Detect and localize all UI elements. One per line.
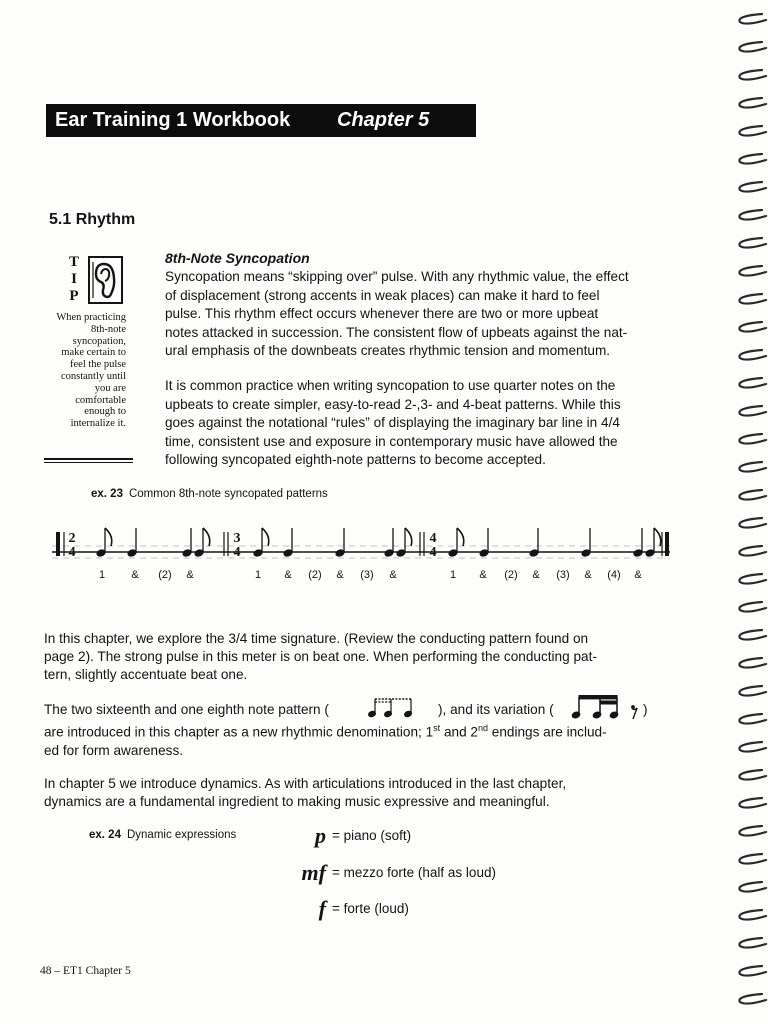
count-label: (3) bbox=[556, 569, 570, 581]
count-label: 1 bbox=[254, 569, 262, 581]
tip-letter: I bbox=[71, 271, 77, 287]
count-label: & bbox=[532, 569, 540, 581]
text-line: time, consistent use and exposure in contemporary music have allowed the bbox=[165, 433, 618, 449]
text-line: In chapter 5 we introduce dynamics. As with articulations introduced in the last chapter, bbox=[44, 776, 567, 791]
example-caption: Dynamic expressions bbox=[126, 829, 237, 841]
spiral-binding bbox=[728, 0, 768, 1024]
count-label: & bbox=[389, 569, 397, 581]
text-line: Syncopation means “skipping over” pulse. With any rhythmic value, the effect bbox=[165, 269, 629, 284]
tip-letter: P bbox=[69, 288, 79, 304]
count-label: & bbox=[634, 569, 642, 581]
book-title: Ear Training 1 Workbook bbox=[55, 109, 291, 131]
tip-letter: T bbox=[68, 254, 79, 270]
text-line: The two sixteenth and one eighth note pattern ( bbox=[44, 702, 329, 717]
count-label: & bbox=[284, 569, 292, 581]
dynamic-symbol-piano: p bbox=[315, 823, 326, 848]
sixteenth-line-1-end bbox=[643, 701, 648, 720]
sixteenth-line-1 bbox=[44, 701, 329, 720]
dynamic-symbol-mezzo-forte: mf bbox=[301, 860, 326, 885]
section-title: 5.1 Rhythm bbox=[49, 211, 136, 228]
text-line: ), and its variation ( bbox=[438, 702, 554, 717]
tip-label bbox=[63, 254, 85, 305]
text-line: goes against the notational “rules” of displaying the imaginary bar line in 4/4 bbox=[165, 415, 620, 431]
text-line: ed for form awareness. bbox=[44, 743, 184, 759]
tip-line: 8th-note bbox=[91, 323, 126, 335]
count-label: (2) bbox=[308, 569, 322, 581]
sixteenth-line-2 bbox=[44, 719, 607, 761]
text-line: page 2). The strong pulse in this meter is on beat one. When performing the conducting pat- bbox=[44, 648, 597, 664]
tip-line: you are bbox=[94, 382, 126, 394]
count-label: & bbox=[186, 569, 194, 581]
text-line: dynamics are a fundamental ingredient to making music expressive and meaningful. bbox=[44, 794, 550, 809]
ordinal-suffix: nd bbox=[477, 723, 488, 733]
text-run: are introduced in this chapter as a new rhythmic denomination; 1 bbox=[44, 724, 434, 740]
dynamic-definition: = mezzo forte (half as loud) bbox=[332, 865, 496, 880]
text-line: following syncopated eighth-note patterns to become accepted. bbox=[165, 452, 546, 468]
dynamics-paragraph bbox=[44, 775, 566, 811]
text-line: of displacement (strong accents in weak places) can make it hard to feel bbox=[165, 287, 600, 303]
time-signature-bottom: 4 bbox=[68, 545, 76, 560]
time-signature-bottom: 4 bbox=[233, 545, 241, 560]
time-signature-bottom: 4 bbox=[429, 545, 437, 560]
text-line: tern, slightly accentuate beat one. bbox=[44, 666, 248, 682]
example-caption: Common 8th-note syncopated patterns bbox=[128, 488, 328, 500]
example-number: ex. 24 bbox=[89, 829, 121, 841]
count-label: & bbox=[584, 569, 592, 581]
tip-line: internalize it. bbox=[70, 418, 126, 430]
ordinal-suffix: st bbox=[433, 723, 441, 733]
subhead: 8th-Note Syncopation bbox=[165, 250, 310, 266]
chapter-paragraph bbox=[44, 630, 597, 683]
tip-line: comfortable bbox=[75, 394, 126, 406]
time-signature-top: 3 bbox=[233, 531, 241, 546]
page-footer: 48 – ET1 Chapter 5 bbox=[40, 965, 131, 977]
tip-divider bbox=[44, 458, 133, 460]
chapter-title: Chapter 5 bbox=[337, 109, 430, 131]
sixteenth-eighth-pattern-icon bbox=[358, 696, 424, 718]
count-label: (2) bbox=[504, 569, 518, 581]
tip-divider bbox=[44, 462, 133, 463]
eighth-sixteenth-variation-icon bbox=[570, 694, 642, 720]
notes-pattern-4-4 bbox=[448, 528, 661, 557]
text-line: ) bbox=[643, 702, 648, 717]
tip-text bbox=[44, 312, 126, 430]
text-run: and 2 bbox=[440, 724, 478, 740]
notes-pattern-2-4 bbox=[96, 528, 210, 557]
count-label: 1 bbox=[449, 569, 457, 581]
tip-line: enough to bbox=[84, 406, 126, 418]
ear-icon bbox=[88, 256, 123, 304]
sixteenth-line-1-mid bbox=[438, 701, 554, 720]
text-line bbox=[44, 719, 607, 742]
text-line: pulse. This rhythm effect occurs whenever there are two or more upbeat bbox=[165, 306, 599, 322]
header-bar bbox=[46, 104, 476, 137]
notes-pattern-3-4 bbox=[253, 528, 412, 557]
count-label: (4) bbox=[607, 569, 621, 581]
count-label: & bbox=[131, 569, 139, 581]
count-label: (3) bbox=[360, 569, 374, 581]
tip-line: feel the pulse bbox=[70, 359, 126, 371]
text-line: It is common practice when writing syncopation to use quarter notes on the bbox=[165, 378, 616, 393]
example-24-label bbox=[89, 829, 236, 841]
dynamic-definition: = piano (soft) bbox=[332, 828, 412, 843]
count-label: (2) bbox=[158, 569, 172, 581]
text-line: upbeats to create simpler, easy-to-read 2-,3- and 4-beat patterns. While this bbox=[165, 396, 621, 412]
count-label: & bbox=[336, 569, 344, 581]
count-label: 1 bbox=[98, 569, 106, 581]
count-label: & bbox=[479, 569, 487, 581]
tip-line: When practicing bbox=[56, 312, 126, 323]
example-23-label bbox=[91, 488, 328, 500]
tip-line: syncopation, bbox=[72, 335, 126, 347]
text-run: endings are includ- bbox=[487, 724, 607, 740]
text-line: notes attacked in succession. The consistent flow of upbeats against the nat- bbox=[165, 324, 628, 340]
text-line: ural emphasis of the downbeats creates rhythmic tension and momentum. bbox=[165, 343, 611, 359]
tip-line: make certain to bbox=[61, 347, 126, 359]
intro-paragraph bbox=[165, 268, 629, 361]
dynamic-definition: = forte (loud) bbox=[332, 901, 409, 916]
dynamic-symbol-forte: f bbox=[318, 896, 326, 921]
text-line: In this chapter, we explore the 3/4 time signature. (Review the conducting pattern found on bbox=[44, 631, 589, 646]
time-signature-top: 4 bbox=[429, 531, 437, 546]
tip-line: constantly until bbox=[60, 370, 126, 382]
time-signature-top: 2 bbox=[68, 531, 76, 546]
example-number: ex. 23 bbox=[91, 488, 123, 500]
practice-paragraph bbox=[165, 377, 621, 470]
